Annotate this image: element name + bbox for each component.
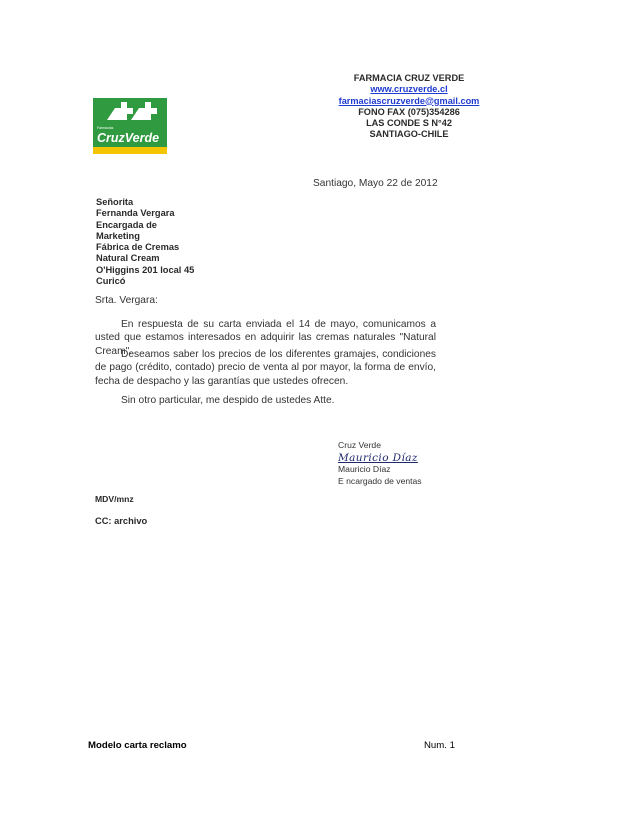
recipient-line: Marketing: [96, 230, 140, 241]
company-header: [336, 73, 482, 141]
svg-text:CruzVerde: CruzVerde: [97, 131, 160, 145]
company-website-link[interactable]: www.cruzverde.cl: [370, 84, 448, 95]
body-paragraph-3: Sin otro particular, me despido de ustedes Atte.: [121, 395, 335, 406]
recipient-line: Fernanda Vergara: [96, 208, 175, 219]
signer-title: E ncargado de ventas: [338, 475, 422, 486]
recipient-block: [96, 197, 194, 287]
recipient-line: Curicó: [96, 276, 126, 287]
company-name: FARMACIA CRUZ VERDE: [353, 73, 465, 83]
cruz-verde-logo: [93, 98, 167, 154]
company-email-link[interactable]: farmaciascruzverde@gmail.com: [338, 95, 480, 106]
page-number: Num. 1: [424, 740, 455, 751]
svg-text:Farmacias: Farmacias: [97, 126, 114, 130]
recipient-line: Natural Cream: [96, 253, 160, 264]
recipient-line: Fábrica de Cremas: [96, 242, 180, 253]
carbon-copy: CC: archivo: [95, 516, 148, 526]
signer-name: Mauricio Díaz: [338, 464, 391, 475]
body-paragraph-1: En respuesta de su carta enviada el 14 de mayo, comunicamos a usted que estamos interesados en adquirir las cremas naturales "Natural Cream".: [95, 319, 436, 357]
salutation: Srta. Vergara:: [95, 295, 158, 306]
company-phone: FONO FAX (075)354286: [358, 106, 460, 117]
signature-block: [338, 440, 422, 487]
body-paragraph-2: Deseamos saber los precios de los diferentes gramajes, condiciones de pago (crédito, contado) precio de venta al por mayor, la forma de envío, fecha de despacho y las garantías que ustedes ofrecen.: [95, 349, 436, 387]
recipient-line: Encargada de: [96, 219, 157, 230]
company-address: LAS CONDE S N°42: [366, 118, 452, 129]
reference-initials: MDV/mnz: [95, 494, 134, 504]
cross-logo-icon: [93, 98, 167, 154]
signature-company: Cruz Verde: [338, 440, 381, 450]
footer-title: Modelo carta reclamo: [88, 740, 187, 751]
letter-date: Santiago, Mayo 22 de 2012: [313, 178, 438, 189]
handwritten-signature: Mauricio Díaz: [338, 451, 418, 464]
recipient-line: O'Higgins 201 local 45: [96, 264, 195, 275]
company-city: SANTIAGO-CHILE: [369, 129, 449, 140]
recipient-line: Señorita: [96, 197, 134, 207]
